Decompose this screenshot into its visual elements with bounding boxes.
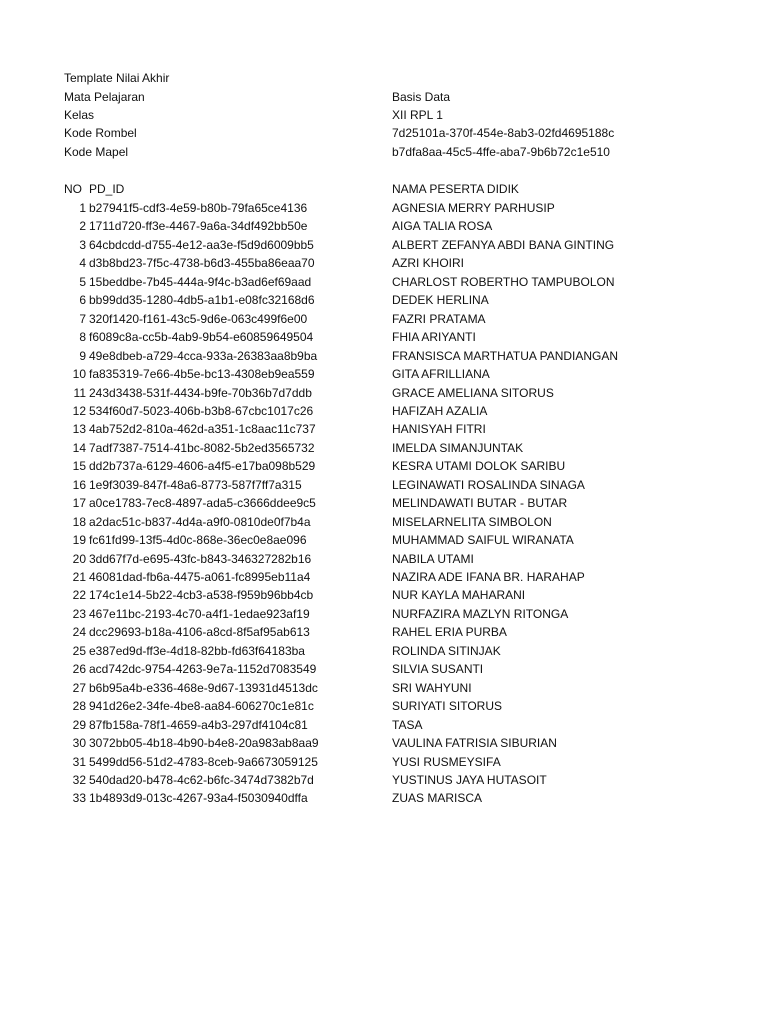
row-student-name: AGNESIA MERRY PARHUSIP <box>392 201 555 215</box>
table-row <box>0 789 768 807</box>
row-number: 13 <box>72 422 86 437</box>
table-row <box>0 291 768 309</box>
field-value-kelas: XII RPL 1 <box>392 108 443 122</box>
row-pd-id: 320f1420-f161-43c5-9d6e-063c499f6e00 <box>89 311 308 326</box>
row-number: 28 <box>72 699 86 714</box>
row-number: 33 <box>72 791 86 806</box>
table-row <box>0 254 768 272</box>
table-row <box>0 402 768 420</box>
table-row <box>0 457 768 475</box>
table-row <box>0 513 768 531</box>
row-number: 26 <box>72 662 86 677</box>
row-pd-id: 3dd67f7d-e695-43fc-b843-346327282b16 <box>89 551 312 566</box>
row-pd-id: e387ed9d-ff3e-4d18-82bb-fd63f64183ba <box>89 643 305 658</box>
row-pd-id: 4ab752d2-810a-462d-a351-1c8aac11c737 <box>89 422 316 437</box>
table-row <box>0 439 768 457</box>
row-student-name: GITA AFRILLIANA <box>392 367 490 382</box>
row-student-name: ALBERT ZEFANYA ABDI BANA GINTING <box>392 237 615 252</box>
row-number: 7 <box>79 311 86 326</box>
row-student-name: FHIA ARIYANTI <box>392 330 476 345</box>
row-number: 18 <box>72 514 86 529</box>
row-student-name: SILVIA SUSANTI <box>392 662 484 677</box>
field-label-kode-rombel: Kode Rombel <box>64 126 137 140</box>
row-number: 17 <box>72 496 86 511</box>
row-pd-id: 534f60d7-5023-406b-b3b8-67cbc1017c26 <box>89 403 314 418</box>
row-number: 31 <box>72 754 86 769</box>
row-student-name: SRI WAHYUNI <box>392 680 472 695</box>
table-row <box>0 753 768 771</box>
row-pd-id: dd2b737a-6129-4606-a4f5-e17ba098b529 <box>89 459 316 474</box>
table-row <box>0 679 768 697</box>
row-student-name: LEGINAWATI ROSALINDA SINAGA <box>392 477 585 492</box>
table-row <box>0 716 768 734</box>
row-pd-id: b6b95a4b-e336-468e-9d67-13931d4513dc <box>89 680 318 695</box>
row-number: 4 <box>79 256 86 271</box>
row-number: 8 <box>79 330 86 345</box>
column-header-name: NAMA PESERTA DIDIK <box>392 182 519 196</box>
row-number: 12 <box>72 403 86 418</box>
row-pd-id: 1711d720-ff3e-4467-9a6a-34df492bb50e <box>89 219 308 234</box>
row-pd-id: 49e8dbeb-a729-4cca-933a-26383aa8b9ba <box>89 348 318 363</box>
row-number: 20 <box>72 551 86 566</box>
row-student-name: ROLINDA SITINJAK <box>392 643 501 658</box>
row-number: 16 <box>72 477 86 492</box>
row-pd-id: 243d3438-531f-4434-b9fe-70b36b7d7ddb <box>89 385 312 400</box>
row-pd-id: fc61fd99-13f5-4d0c-868e-36ec0e8ae096 <box>89 533 307 548</box>
row-pd-id: b27941f5-cdf3-4e59-b80b-79fa65ce4136 <box>89 201 308 215</box>
row-pd-id: d3b8bd23-7f5c-4738-b6d3-455ba86eaa70 <box>89 256 315 271</box>
row-student-name: IMELDA SIMANJUNTAK <box>392 440 524 455</box>
row-number: 15 <box>72 459 86 474</box>
row-number: 30 <box>72 736 86 751</box>
table-row <box>0 347 768 365</box>
table-row <box>0 476 768 494</box>
row-student-name: VAULINA FATRISIA SIBURIAN <box>392 736 557 751</box>
table-row <box>0 623 768 641</box>
row-number: 22 <box>72 588 86 603</box>
table-row <box>0 236 768 254</box>
row-student-name: NAZIRA ADE IFANA BR. HARAHAP <box>392 570 585 584</box>
table-row <box>0 660 768 678</box>
table-row <box>0 365 768 383</box>
row-student-name: MELINDAWATI BUTAR - BUTAR <box>392 496 568 511</box>
row-pd-id: acd742dc-9754-4263-9e7a-1152d7083549 <box>89 662 317 677</box>
row-student-name: HAFIZAH AZALIA <box>392 403 488 418</box>
row-student-name: KESRA UTAMI DOLOK SARIBU <box>392 459 566 474</box>
row-pd-id: f6089c8a-cc5b-4ab9-9b54-e60859649504 <box>89 330 314 345</box>
row-pd-id: 87fb158a-78f1-4659-a4b3-297df4104c81 <box>89 717 308 732</box>
row-pd-id: 1e9f3039-847f-48a6-8773-587f7ff7a315 <box>89 477 302 492</box>
row-pd-id: fa835319-7e66-4b5e-bc13-4308eb9ea559 <box>89 367 315 382</box>
row-student-name: HANISYAH FITRI <box>392 422 486 437</box>
table-row <box>0 605 768 623</box>
row-number: 21 <box>72 570 86 584</box>
row-student-name: MISELARNELITA SIMBOLON <box>392 514 552 529</box>
row-number: 25 <box>72 643 86 658</box>
document-title: Template Nilai Akhir <box>64 71 170 85</box>
row-student-name: AZRI KHOIRI <box>392 256 465 271</box>
row-pd-id: 941d26e2-34fe-4be8-aa84-606270c1e81c <box>89 699 314 714</box>
table-row <box>0 199 768 217</box>
row-number: 11 <box>73 385 86 400</box>
row-number: 32 <box>72 772 86 787</box>
row-student-name: YUSI RUSMEYSIFA <box>392 754 501 769</box>
table-row <box>0 494 768 512</box>
row-pd-id: 467e11bc-2193-4c70-a4f1-1edae923af19 <box>89 606 310 621</box>
row-pd-id: 5499dd56-51d2-4783-8ceb-9a6673059125 <box>89 754 318 769</box>
row-pd-id: 3072bb05-4b18-4b90-b4e8-20a983ab8aa9 <box>89 736 319 751</box>
row-number: 29 <box>72 717 86 732</box>
table-row <box>0 273 768 291</box>
table-row <box>0 217 768 235</box>
row-pd-id: bb99dd35-1280-4db5-a1b1-e08fc32168d6 <box>89 293 315 308</box>
row-number: 27 <box>72 680 86 695</box>
row-number: 1 <box>79 201 86 215</box>
field-value-kode-rombel: 7d25101a-370f-454e-8ab3-02fd4695188c <box>392 126 615 140</box>
table-row <box>0 642 768 660</box>
table-row <box>0 531 768 549</box>
table-row <box>0 697 768 715</box>
row-number: 14 <box>72 440 86 455</box>
row-student-name: CHARLOST ROBERTHO TAMPUBOLON <box>392 274 615 289</box>
row-pd-id: a2dac51c-b837-4d4a-a9f0-0810de0f7b4a <box>89 514 311 529</box>
field-value-kode-mapel: b7dfa8aa-45c5-4ffe-aba7-9b6b72c1e510 <box>392 145 610 159</box>
table-row <box>0 328 768 346</box>
row-number: 10 <box>72 367 86 382</box>
row-student-name: AIGA TALIA ROSA <box>392 219 493 234</box>
row-number: 3 <box>79 237 86 252</box>
row-student-name: MUHAMMAD SAIFUL WIRANATA <box>392 533 574 548</box>
row-student-name: YUSTINUS JAYA HUTASOIT <box>392 772 547 787</box>
table-row <box>0 568 768 586</box>
row-number: 23 <box>72 606 86 621</box>
column-header-no: NO <box>64 182 82 196</box>
row-student-name: NURFAZIRA MAZLYN RITONGA <box>392 606 569 621</box>
row-pd-id: 64cbdcdd-d755-4e12-aa3e-f5d9d6009bb5 <box>89 237 314 252</box>
row-number: 24 <box>72 625 86 640</box>
table-row <box>0 310 768 328</box>
row-student-name: GRACE AMELIANA SITORUS <box>392 385 554 400</box>
row-number: 6 <box>79 293 86 308</box>
row-pd-id: 1b4893d9-013c-4267-93a4-f5030940dffa <box>89 791 308 806</box>
table-row <box>0 550 768 568</box>
table-row <box>0 420 768 438</box>
row-student-name: NUR KAYLA MAHARANI <box>392 588 526 603</box>
row-number: 5 <box>79 274 86 289</box>
field-label-kode-mapel: Kode Mapel <box>64 145 129 159</box>
row-pd-id: dcc29693-b18a-4106-a8cd-8f5af95ab613 <box>89 625 310 640</box>
row-student-name: TASA <box>392 717 423 732</box>
row-student-name: DEDEK HERLINA <box>392 293 489 308</box>
column-header-pd-id: PD_ID <box>89 182 125 196</box>
row-number: 9 <box>79 348 86 363</box>
field-label-kelas: Kelas <box>64 108 95 122</box>
row-number: 2 <box>79 219 86 234</box>
row-student-name: SURIYATI SITORUS <box>392 699 503 714</box>
table-row <box>0 771 768 789</box>
table-row <box>0 734 768 752</box>
row-number: 19 <box>72 533 86 548</box>
row-pd-id: 15beddbe-7b45-444a-9f4c-b3ad6ef69aad <box>89 274 312 289</box>
row-pd-id: 174c1e14-5b22-4cb3-a538-f959b96bb4cb <box>89 588 314 603</box>
row-pd-id: 7adf7387-7514-41bc-8082-5b2ed3565732 <box>89 440 315 455</box>
row-student-name: FRANSISCA MARTHATUA PANDIANGAN <box>392 348 619 363</box>
row-student-name: ZUAS MARISCA <box>392 791 483 806</box>
row-student-name: NABILA UTAMI <box>392 551 474 566</box>
field-label-mata-pelajaran: Mata Pelajaran <box>64 90 145 104</box>
row-pd-id: 46081dad-fb6a-4475-a061-fc8995eb11a4 <box>89 570 311 584</box>
row-student-name: FAZRI PRATAMA <box>392 311 486 326</box>
row-student-name: RAHEL ERIA PURBA <box>392 625 507 640</box>
table-row <box>0 586 768 604</box>
table-row <box>0 384 768 402</box>
row-pd-id: a0ce1783-7ec8-4897-ada5-c3666ddee9c5 <box>89 496 316 511</box>
row-pd-id: 540dad20-b478-4c62-b6fc-3474d7382b7d <box>89 772 314 787</box>
field-value-mata-pelajaran: Basis Data <box>392 90 451 104</box>
